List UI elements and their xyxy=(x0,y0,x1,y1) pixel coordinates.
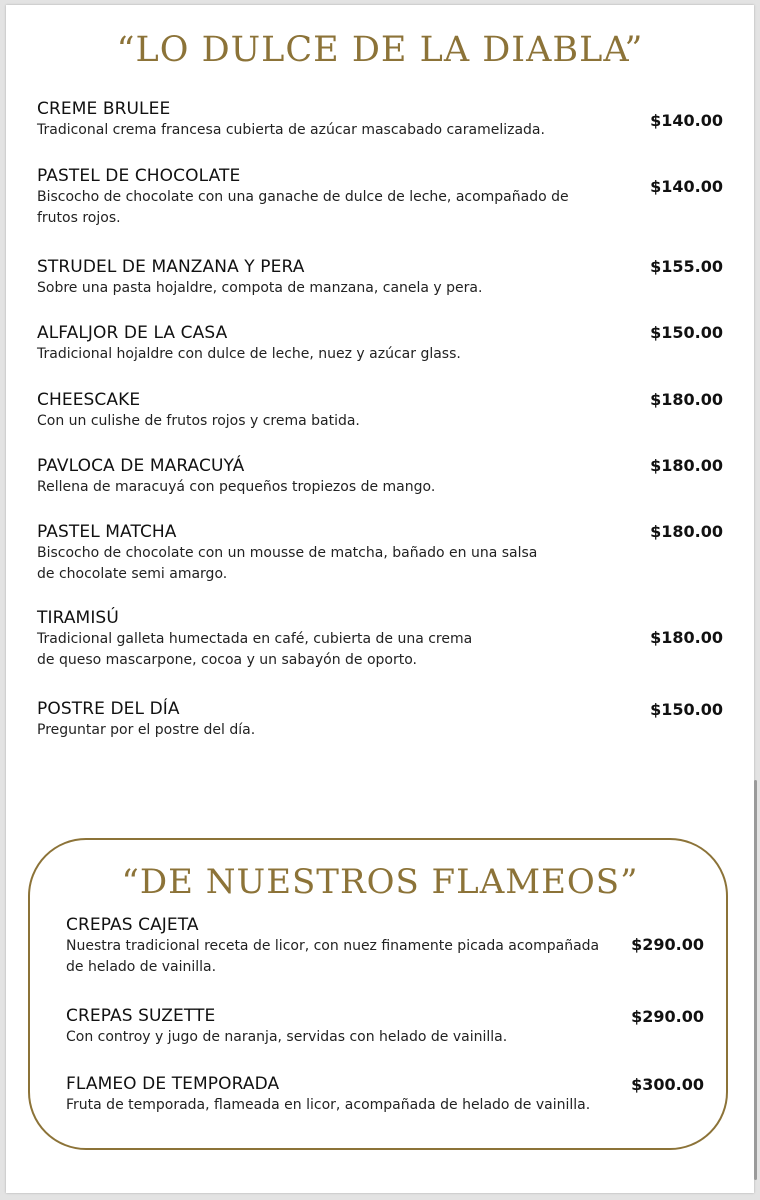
item-name: CREPAS CAJETA xyxy=(66,915,199,935)
item-name: CREME BRULEE xyxy=(37,99,171,119)
item-price: $155.00 xyxy=(650,257,723,276)
item-description: Preguntar por el postre del día. xyxy=(37,722,256,738)
item-price: $290.00 xyxy=(631,935,704,954)
menu-item xyxy=(37,256,727,299)
item-price: $300.00 xyxy=(631,1075,704,1094)
menu-item xyxy=(66,1005,708,1048)
item-name: PAVLOCA DE MARACUYÁ xyxy=(37,456,245,476)
item-description: Biscocho de chocolate con una ganache de dulce de leche, acompañado de frutos rojos. xyxy=(37,189,569,226)
item-description: Tradicional hojaldre con dulce de leche, nuez y azúcar glass. xyxy=(37,346,461,362)
item-price: $180.00 xyxy=(650,628,723,647)
item-price: $150.00 xyxy=(650,323,723,342)
item-description: Rellena de maracuyá con pequeños tropiezos de mango. xyxy=(37,479,436,495)
item-description: Fruta de temporada, flameada en licor, acompañada de helado de vainilla. xyxy=(66,1097,591,1113)
menu-item xyxy=(37,607,727,671)
item-description: Con un culishe de frutos rojos y crema batida. xyxy=(37,413,360,429)
menu-item xyxy=(37,98,727,141)
menu-item xyxy=(37,521,727,585)
item-description: Sobre una pasta hojaldre, compota de manzana, canela y pera. xyxy=(37,280,483,296)
item-name: TIRAMISÚ xyxy=(37,608,119,628)
scrollbar[interactable] xyxy=(754,780,757,1180)
item-name: CREPAS SUZETTE xyxy=(66,1006,216,1026)
item-name: PASTEL DE CHOCOLATE xyxy=(37,166,241,186)
item-price: $140.00 xyxy=(650,111,723,130)
menu-item xyxy=(37,165,727,229)
menu-item xyxy=(37,322,727,365)
menu-item xyxy=(37,389,727,432)
item-description: Tradiconal crema francesa cubierta de azúcar mascabado caramelizada. xyxy=(37,122,545,138)
item-price: $180.00 xyxy=(650,522,723,541)
item-price: $180.00 xyxy=(650,390,723,409)
item-price: $180.00 xyxy=(650,456,723,475)
menu-item xyxy=(37,455,727,498)
item-name: CHEESCAKE xyxy=(37,390,141,410)
item-name: FLAMEO DE TEMPORADA xyxy=(66,1074,280,1094)
item-name: POSTRE DEL DÍA xyxy=(37,699,180,719)
item-price: $140.00 xyxy=(650,177,723,196)
item-description: Tradicional galleta humectada en café, cubierta de una crema de queso mascarpone, cocoa y un sabayón de oporto. xyxy=(37,631,473,668)
item-description: Nuestra tradicional receta de licor, con nuez finamente picada acompañada de helado de vainilla. xyxy=(66,938,600,975)
menu-item xyxy=(66,1073,708,1116)
menu-item xyxy=(37,698,727,741)
item-price: $150.00 xyxy=(650,700,723,719)
menu-item xyxy=(66,914,708,978)
item-name: PASTEL MATCHA xyxy=(37,522,177,542)
section-title-flameos: “DE NUESTROS FLAMEOS” xyxy=(121,862,639,902)
item-name: STRUDEL DE MANZANA Y PERA xyxy=(37,257,305,277)
item-description: Con controy y jugo de naranja, servidas con helado de vainilla. xyxy=(66,1029,508,1045)
section-title-dulce: “LO DULCE DE LA DIABLA” xyxy=(116,30,644,70)
item-description: Biscocho de chocolate con un mousse de matcha, bañado en una salsa de chocolate semi amargo. xyxy=(37,545,538,582)
item-name: ALFALJOR DE LA CASA xyxy=(37,323,228,343)
item-price: $290.00 xyxy=(631,1007,704,1026)
